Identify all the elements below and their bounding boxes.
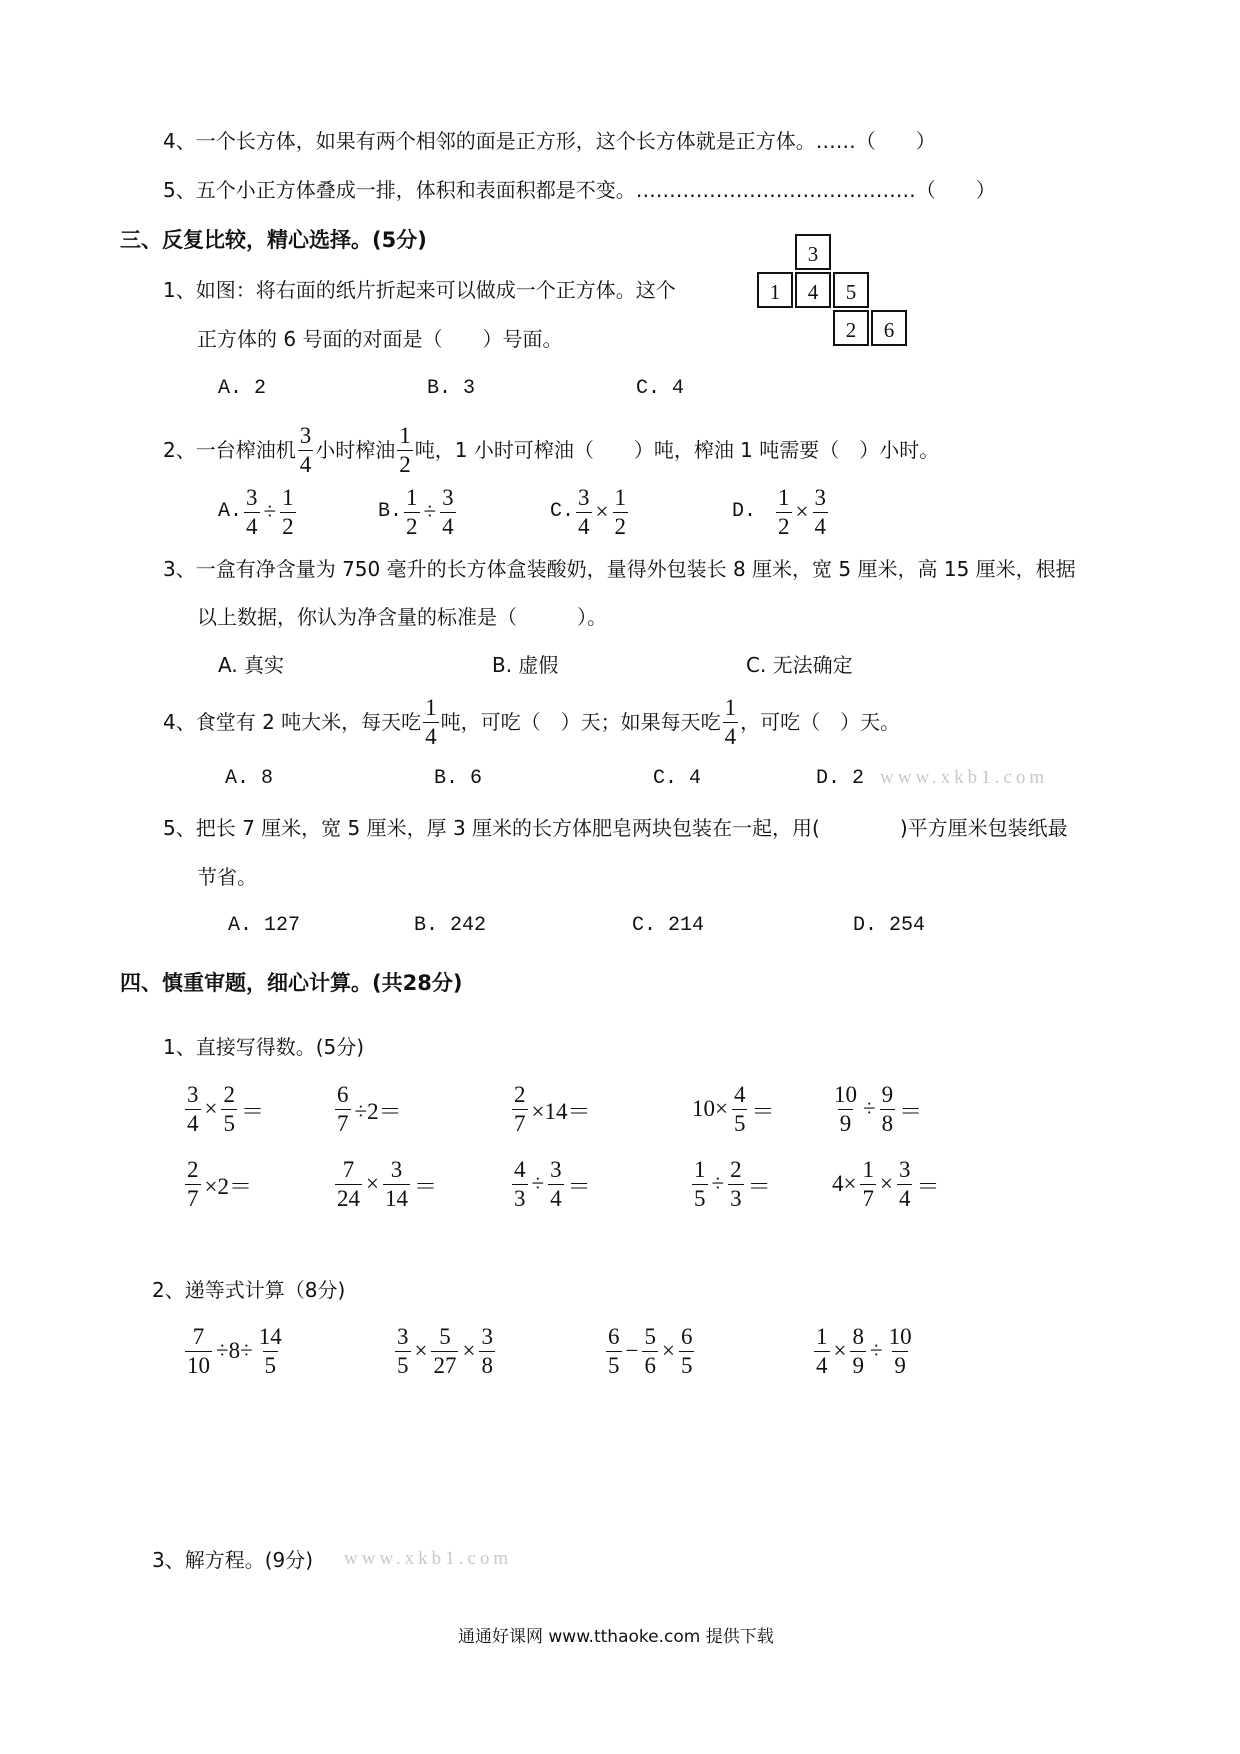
choice-q4-option-c: C. 4 <box>653 767 702 790</box>
direct-calc-item <box>333 1152 439 1216</box>
numerator: 1 <box>406 485 418 510</box>
fraction <box>692 1156 708 1212</box>
calc-q2-title: 2、递等式计算（8分) <box>152 1278 346 1302</box>
denominator: 8 <box>481 1353 493 1378</box>
numerator: 9 <box>881 1082 894 1107</box>
fraction <box>814 1323 830 1379</box>
denominator: 24 <box>337 1186 360 1211</box>
numerator: 2 <box>223 1082 235 1107</box>
denominator: 5 <box>608 1353 620 1378</box>
numerator: 6 <box>608 1324 620 1349</box>
calc-q3-title: 3、解方程。(9分) <box>152 1548 314 1572</box>
denominator: 2 <box>614 514 626 539</box>
denominator: 5 <box>264 1353 276 1378</box>
denominator: 3 <box>730 1186 742 1211</box>
denominator: 4 <box>442 514 454 539</box>
judge-question-5: 5、五个小正方体叠成一排，体积和表面积都是不变。……………………………………（ ） <box>163 178 996 202</box>
numerator: 3 <box>246 485 258 510</box>
fraction <box>335 1081 351 1137</box>
operator-text: ÷ <box>869 1338 883 1363</box>
fraction <box>479 1323 495 1379</box>
choice-q1-option-a: A. 2 <box>218 377 267 400</box>
choice-q3-option-c: C. 无法确定 <box>746 653 853 677</box>
denominator: 7 <box>862 1186 874 1211</box>
numerator: 2 <box>514 1082 526 1107</box>
numerator: 3 <box>442 485 454 510</box>
denominator: 4 <box>246 514 258 539</box>
operator-text: × <box>462 1338 476 1363</box>
choice-q3-option-b: B. 虚假 <box>492 653 559 677</box>
operator: ÷ <box>263 499 277 524</box>
q4-fraction-2 <box>723 694 739 750</box>
denominator: 4 <box>550 1186 562 1211</box>
numerator: 6 <box>337 1082 349 1107</box>
denominator: 5 <box>223 1111 235 1136</box>
operator: × <box>595 499 609 524</box>
operator-text: ＝ <box>413 1173 437 1199</box>
denominator: 5 <box>733 1111 746 1136</box>
net-face-3: 3 <box>795 234 831 270</box>
numerator: 3 <box>187 1082 199 1107</box>
fraction <box>897 1156 913 1212</box>
stepwise-calc-item <box>183 1319 286 1383</box>
numerator: 7 <box>342 1157 355 1182</box>
fraction <box>440 484 456 540</box>
numerator: 14 <box>258 1324 282 1349</box>
option-label: D. <box>732 500 757 523</box>
fraction <box>860 1156 876 1212</box>
denominator: 7 <box>187 1186 199 1211</box>
q2-suffix: 吨，1 小时可榨油（ ）吨，榨油 1 吨需要（ ）小时。 <box>414 438 940 462</box>
direct-calc-item <box>830 1077 924 1141</box>
footer-credit: 通通好课网 www.tthaoke.com 提供下载 <box>458 1627 774 1647</box>
fraction <box>813 484 829 540</box>
net-face-2: 2 <box>833 310 869 346</box>
denominator: 5 <box>680 1353 693 1378</box>
choice-q5-option-d: D. 254 <box>853 914 926 937</box>
fraction <box>548 1156 564 1212</box>
operator-text: ＝ <box>899 1098 923 1124</box>
option-label: A. <box>218 500 243 523</box>
judge-question-4: 4、一个长方体，如果有两个相邻的面是正方形，这个长方体就是正方体。……（ ） <box>163 129 936 153</box>
choice-q1-option-c: C. 4 <box>636 377 685 400</box>
direct-calc-item <box>510 1077 592 1141</box>
choice-q4-option-b: B. 6 <box>434 767 483 790</box>
net-face-4: 4 <box>795 272 831 308</box>
numerator: 5 <box>644 1324 656 1349</box>
numerator: 1 <box>816 1324 828 1349</box>
numerator: 10 <box>834 1082 857 1107</box>
numerator: 10 <box>888 1324 912 1349</box>
operator-text: 10× <box>692 1096 728 1121</box>
denominator: 9 <box>839 1111 852 1136</box>
denominator: 10 <box>187 1353 210 1378</box>
operator: ÷ <box>423 499 437 524</box>
fraction <box>576 484 592 540</box>
operator-text: ÷ <box>863 1096 876 1121</box>
numerator: 1 <box>614 485 626 510</box>
operator: × <box>795 499 809 524</box>
operator-text: × <box>833 1338 847 1363</box>
q2-fraction-tons <box>397 422 413 478</box>
choice-q2-option-a <box>218 480 298 544</box>
fraction <box>512 1081 528 1137</box>
numerator: 8 <box>852 1324 864 1349</box>
denominator: 4 <box>724 724 737 749</box>
numerator: 3 <box>578 485 590 510</box>
choice-q5-line1: 5、把长 7 厘米，宽 5 厘米，厚 3 厘米的长方体肥皂两块包装在一起，用( )平方厘米包装纸最 <box>163 816 1068 840</box>
operator-text: ＝ <box>751 1098 775 1124</box>
numerator: 1 <box>694 1157 706 1182</box>
fraction <box>431 1323 458 1379</box>
calc-q1-title: 1、直接写得数。(5分) <box>163 1035 365 1059</box>
stepwise-calc-item <box>393 1319 497 1383</box>
numerator: 2 <box>730 1157 742 1182</box>
denominator: 5 <box>694 1186 706 1211</box>
fraction <box>185 1081 201 1137</box>
fraction <box>383 1156 410 1212</box>
choice-q1-line1: 1、如图：将右面的纸片折起来可以做成一个正方体。这个 <box>163 278 676 302</box>
denominator: 27 <box>433 1353 457 1378</box>
direct-calc-item <box>183 1077 266 1141</box>
numerator: 1 <box>425 695 437 720</box>
fraction <box>728 1156 744 1212</box>
choice-q3-line2: 以上数据，你认为净含量的标准是（ ）。 <box>197 605 607 629</box>
fraction <box>642 1323 658 1379</box>
operator-text: ×14＝ <box>531 1098 591 1124</box>
direct-calc-item <box>183 1152 254 1216</box>
numerator: 1 <box>399 423 411 448</box>
numerator: 1 <box>282 485 294 510</box>
operator-text: ×2＝ <box>204 1173 252 1199</box>
denominator: 2 <box>406 514 418 539</box>
operator-text: ÷2＝ <box>354 1098 402 1124</box>
choice-q4-stem <box>163 690 900 754</box>
choice-q5-line2: 节省。 <box>197 865 257 889</box>
numerator: 3 <box>550 1157 562 1182</box>
denominator: 2 <box>778 514 790 539</box>
operator-text: × <box>879 1171 893 1196</box>
denominator: 6 <box>644 1353 656 1378</box>
fraction <box>404 484 420 540</box>
watermark-xkb1-2: www.xkb1.com <box>344 1548 513 1569</box>
net-face-6: 6 <box>871 310 907 346</box>
numerator: 3 <box>299 423 312 448</box>
numerator: 1 <box>724 695 737 720</box>
choice-q2-option-b <box>378 480 458 544</box>
stepwise-calc-item <box>604 1319 696 1383</box>
denominator: 4 <box>898 1186 911 1211</box>
fraction <box>613 484 629 540</box>
denominator: 4 <box>814 514 826 539</box>
fraction <box>280 484 296 540</box>
denominator: 4 <box>425 724 437 749</box>
choice-q2-option-c <box>550 480 630 544</box>
numerator: 3 <box>814 485 826 510</box>
operator-text: ＝ <box>916 1173 940 1199</box>
denominator: 7 <box>514 1111 526 1136</box>
operator-text: ÷ <box>531 1171 545 1196</box>
fraction <box>880 1081 896 1137</box>
fraction <box>185 1323 212 1379</box>
fraction <box>679 1323 695 1379</box>
denominator: 4 <box>187 1111 199 1136</box>
numerator: 4 <box>514 1157 526 1182</box>
choice-q3-line1: 3、一盒有净含量为 750 毫升的长方体盒装酸奶，量得外包装长 8 厘米，宽 5 厘米，高 15 厘米，根据 <box>163 557 1076 581</box>
choice-q4-option-a: A. 8 <box>225 767 274 790</box>
fraction <box>732 1081 748 1137</box>
numerator: 2 <box>187 1157 199 1182</box>
operator-text: − <box>625 1338 639 1363</box>
fraction <box>606 1323 622 1379</box>
q2-mid: 小时榨油 <box>315 438 396 462</box>
operator-text: ＝ <box>240 1098 264 1124</box>
choice-q5-option-b: B. 242 <box>414 914 487 937</box>
fraction <box>776 484 792 540</box>
fraction <box>832 1081 859 1137</box>
direct-calc-item <box>510 1152 593 1216</box>
denominator: 9 <box>894 1353 906 1378</box>
operator-text: × <box>414 1338 428 1363</box>
section-4-heading: 四、慎重审题，细心计算。(共28分) <box>120 971 463 995</box>
watermark-xkb1: www.xkb1.com <box>880 767 1049 788</box>
numerator: 3 <box>898 1157 911 1182</box>
operator-text: × <box>204 1096 218 1121</box>
q2-fraction-hours <box>298 422 314 478</box>
fraction <box>887 1323 914 1379</box>
direct-calc-item <box>830 1152 941 1216</box>
denominator: 8 <box>881 1111 894 1136</box>
numerator: 1 <box>862 1157 874 1182</box>
denominator: 2 <box>282 514 294 539</box>
operator-text: ÷8÷ <box>216 1338 253 1363</box>
net-face-5: 5 <box>833 272 869 308</box>
q4-suffix: ，可吃（ ）天。 <box>740 710 901 734</box>
option-label: B. <box>378 500 403 523</box>
fraction <box>512 1156 528 1212</box>
fraction <box>395 1323 411 1379</box>
denominator: 4 <box>578 514 590 539</box>
denominator: 9 <box>852 1353 864 1378</box>
fraction <box>335 1156 362 1212</box>
numerator: 4 <box>733 1082 746 1107</box>
operator-text: × <box>366 1171 379 1196</box>
operator-text: ＝ <box>747 1173 771 1199</box>
fraction <box>850 1323 866 1379</box>
direct-calc-item <box>690 1077 776 1141</box>
choice-q3-option-a: A. 真实 <box>218 653 285 677</box>
denominator: 3 <box>514 1186 526 1211</box>
fraction <box>244 484 260 540</box>
choice-q1-option-b: B. 3 <box>427 377 476 400</box>
operator-text: ＝ <box>567 1173 591 1199</box>
section-3-heading: 三、反复比较，精心选择。(5分) <box>120 228 427 252</box>
stepwise-calc-item <box>812 1319 916 1383</box>
denominator: 5 <box>397 1353 409 1378</box>
numerator: 3 <box>390 1157 403 1182</box>
q4-fraction-1 <box>423 694 439 750</box>
denominator: 4 <box>299 452 312 477</box>
choice-q1-line2: 正方体的 6 号面的对面是（ ）号面。 <box>197 327 563 351</box>
option-label: C. <box>550 500 575 523</box>
direct-calc-item <box>690 1152 773 1216</box>
numerator: 1 <box>778 485 790 510</box>
operator-text: 4× <box>832 1171 857 1196</box>
fraction <box>221 1081 237 1137</box>
denominator: 7 <box>337 1111 349 1136</box>
denominator: 14 <box>384 1186 408 1211</box>
net-face-1: 1 <box>757 272 793 308</box>
denominator: 2 <box>399 452 411 477</box>
numerator: 3 <box>481 1324 493 1349</box>
fraction <box>257 1323 284 1379</box>
choice-q4-option-d: D. 2 <box>816 767 865 790</box>
q4-prefix: 4、食堂有 2 吨大米，每天吃 <box>163 710 422 734</box>
q4-mid: 吨，可吃（ ）天；如果每天吃 <box>440 710 721 734</box>
numerator: 5 <box>439 1324 451 1349</box>
direct-calc-item <box>333 1077 404 1141</box>
numerator: 3 <box>397 1324 409 1349</box>
choice-q2-stem <box>163 418 939 482</box>
choice-q5-option-c: C. 214 <box>632 914 705 937</box>
denominator: 4 <box>816 1353 828 1378</box>
numerator: 7 <box>192 1324 205 1349</box>
operator-text: × <box>661 1338 675 1363</box>
operator-text: ÷ <box>711 1171 725 1196</box>
fraction <box>185 1156 201 1212</box>
choice-q5-option-a: A. 127 <box>228 914 301 937</box>
numerator: 6 <box>680 1324 693 1349</box>
q2-prefix: 2、一台榨油机 <box>163 438 296 462</box>
choice-q2-option-d <box>732 480 830 544</box>
